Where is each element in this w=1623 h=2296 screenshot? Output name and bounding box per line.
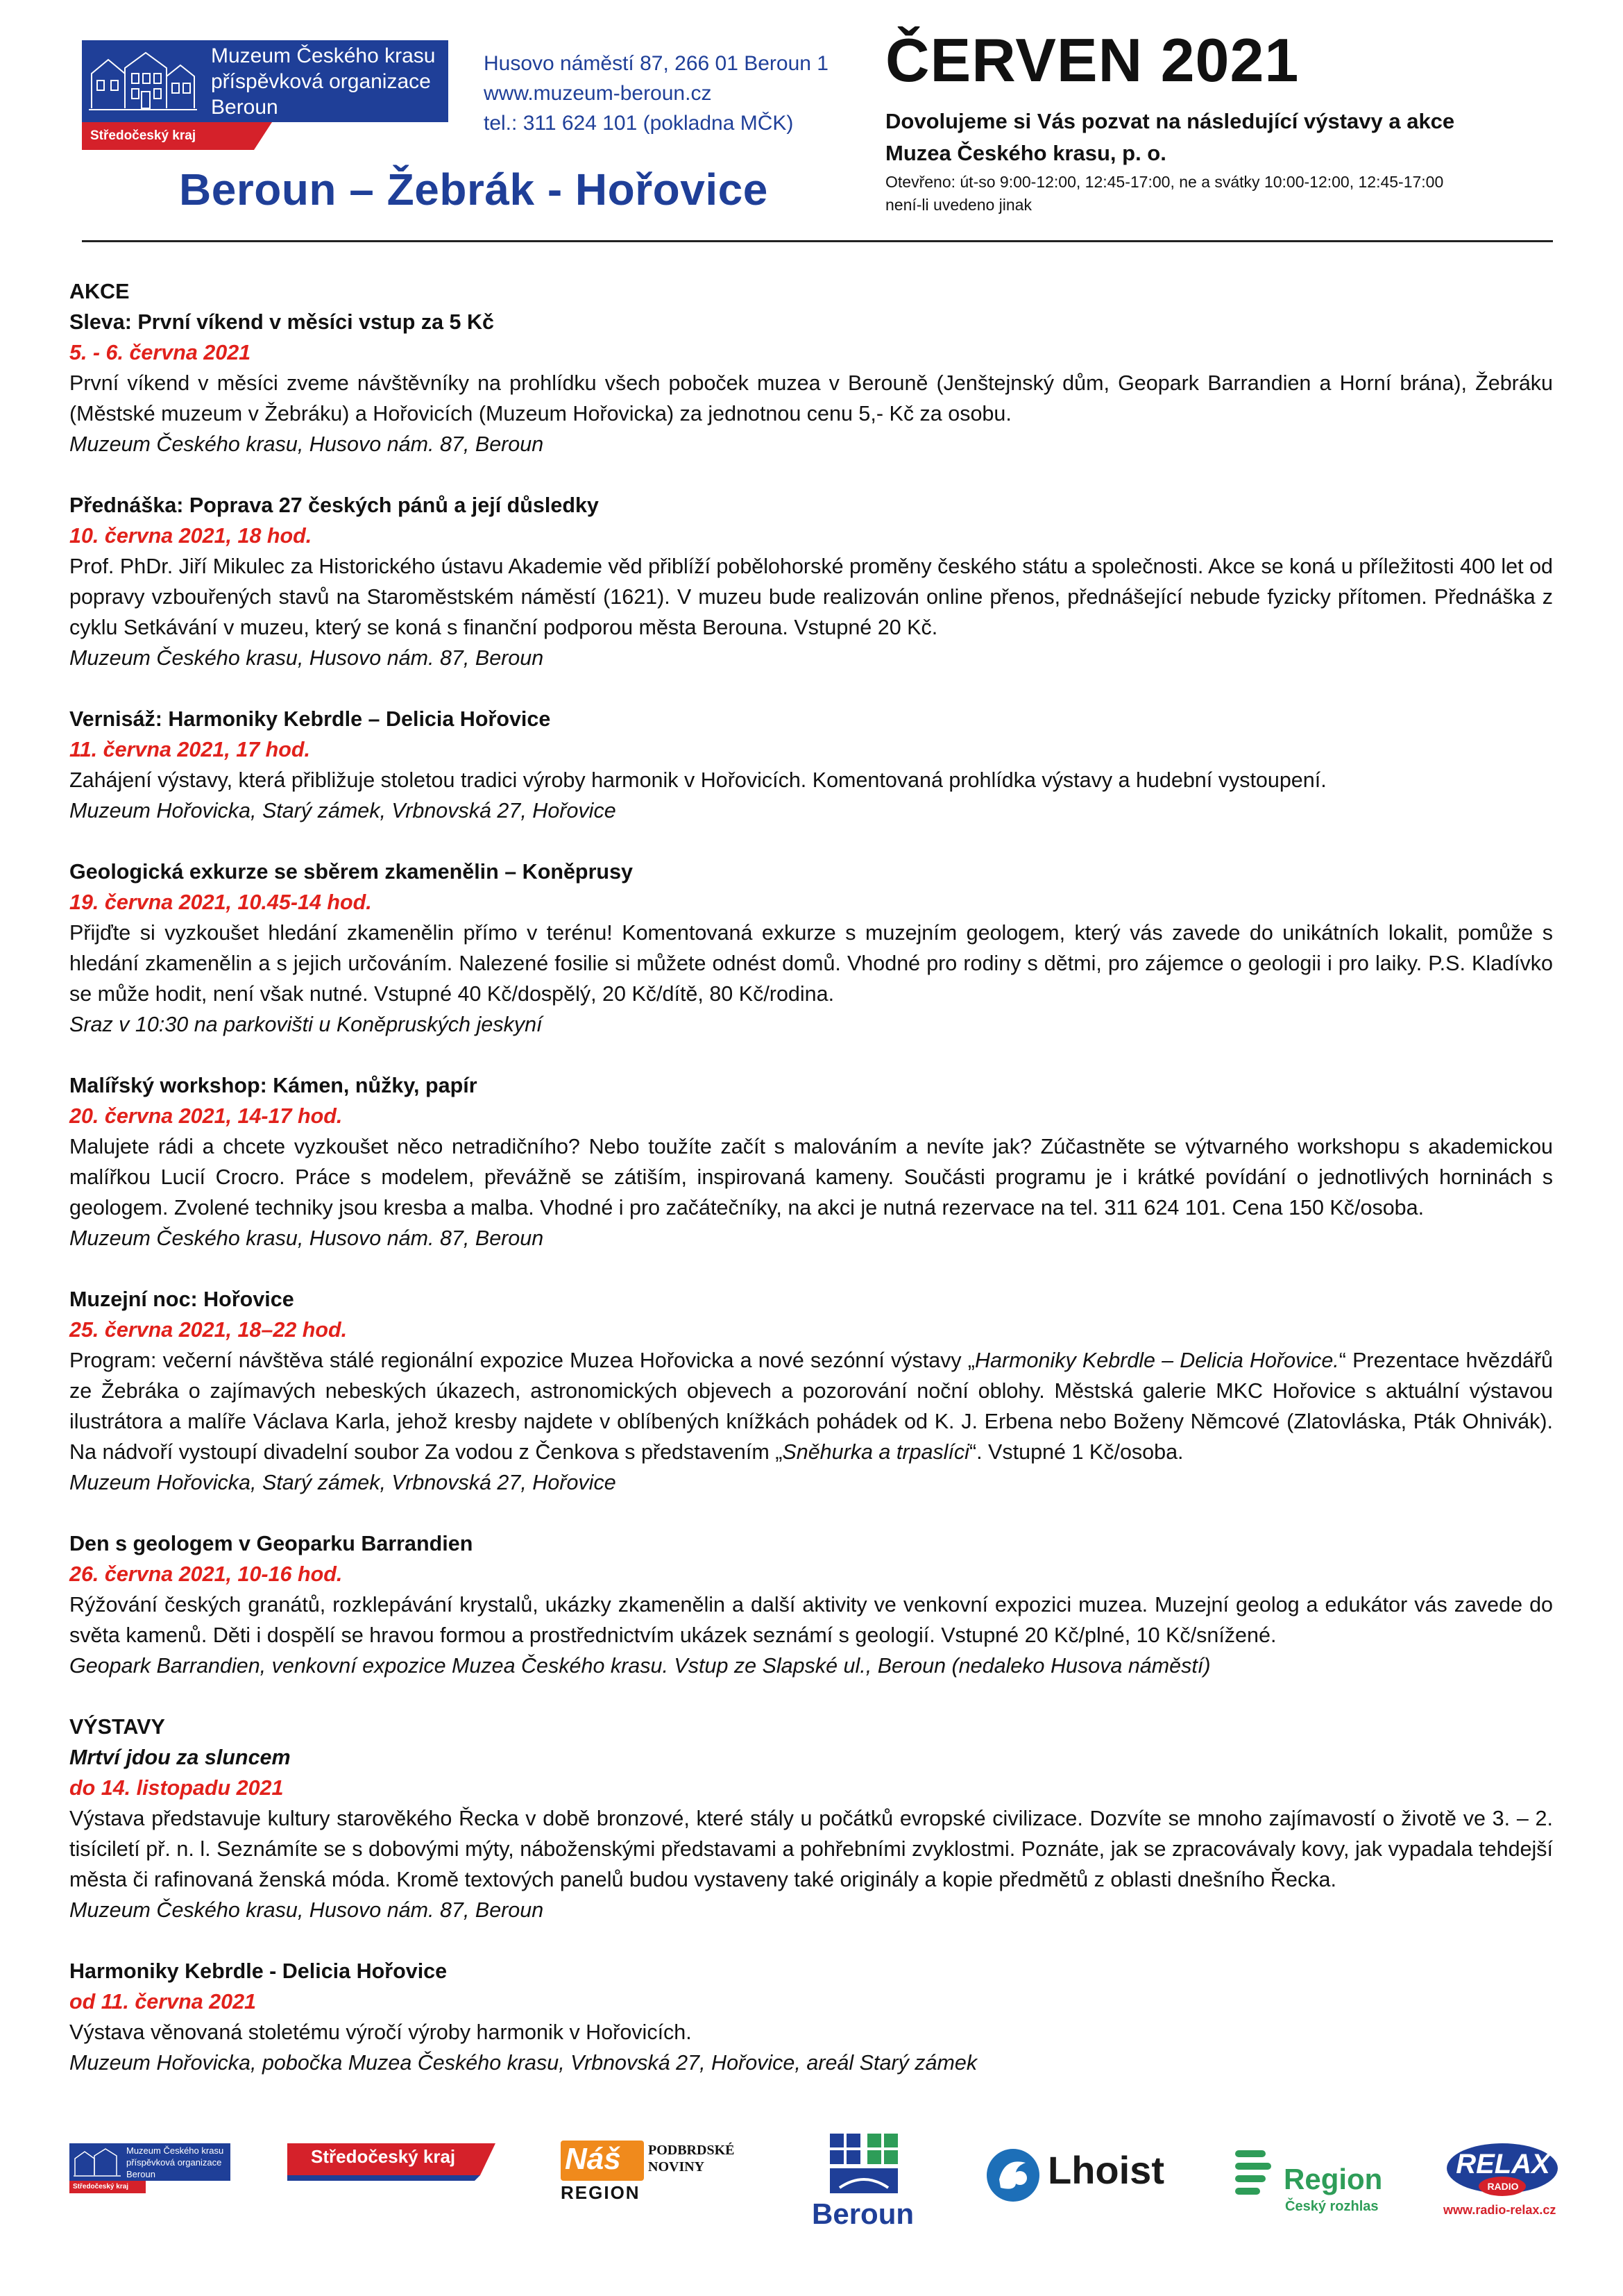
exhibition-date: od 11. června 2021 [69, 1990, 257, 2014]
relax-text: RELAX [1456, 2149, 1550, 2179]
event-title: Geologická exkurze se sběrem zkamenělin – Koněprusy [69, 860, 633, 884]
text-run: “. Vstupné 1 Kč/osoba. [969, 1440, 1184, 1464]
event-date: 25. června 2021, 18–22 hod. [69, 1318, 348, 1342]
event-location: Muzeum Českého krasu, Husovo nám. 87, Beroun [69, 1226, 544, 1250]
logo-line: Beroun [211, 96, 278, 119]
noviny-line: NOVINY [648, 2159, 705, 2175]
footer-museum-logo [69, 2143, 230, 2195]
building-sketch-icon [87, 46, 198, 117]
performance-name: Sněhurka a trpaslíci [782, 1440, 969, 1464]
footer-museum-logo-text [126, 2145, 223, 2180]
text-run: Program: večerní návštěva stálé regionální expozice Muzea Hořovicka a nové sezónní výstavy „ [69, 1349, 975, 1372]
event-description: Přijďte si vyzkoušet hledání zkamenělin přímo v terénu! Komentovaná exkurze s muzejním geologem, který vás zavede do unikátních lokalit, pomůže s hledání zkamenělin a s jejich určováním. Nalezené fosilie si můžete odnést domů. Vhodné pro rodiny s dětmi, pro zájemce o geologii i pro laiky. P.S. Kladívko se může hodit, není však nutné. Vstupné 40 Kč/dospělý, 20 Kč/dítě, 80 Kč/rodina. [69, 921, 1553, 1006]
nas-region-logo [561, 2141, 755, 2203]
logo-line: příspěvková organizace [211, 70, 431, 93]
cities-heading: Beroun – Žebrák - Hořovice [179, 164, 768, 214]
beroun-emblem-icon [826, 2134, 902, 2196]
lhoist-swirl-icon [984, 2143, 1046, 2206]
podbrdske-noviny [648, 2142, 734, 2175]
event-location: Geopark Barrandien, venkovní expozice Muzea Českého krasu. Vstup ze Slapské ul., Beroun (nedaleko Husova náměstí) [69, 1654, 1211, 1678]
opening-hours [885, 171, 1579, 217]
header-divider [82, 240, 1553, 242]
event-description: Zahájení výstavy, která přibližuje stoletou tradici výroby harmonik v Hořovicích. Komentovaná prohlídka výstavy a hudební vystoupení. [69, 768, 1327, 792]
section-heading-vystavy: VÝSTAVY [69, 1715, 165, 1739]
opening-line: Otevřeno: út-so 9:00-12:00, 12:45-17:00, ne a svátky 10:00-12:00, 12:45-17:00 [885, 173, 1444, 191]
event-title: Malířský workshop: Kámen, nůžky, papír [69, 1074, 477, 1097]
website-link[interactable]: www.muzeum-beroun.cz [484, 82, 712, 105]
invitation-text [885, 105, 1579, 169]
exhibition-date: do 14. listopadu 2021 [69, 1776, 284, 1800]
lhoist-logo [984, 2143, 1178, 2206]
event-location: Muzeum Hořovicka, Starý zámek, Vrbnovská 27, Hořovice [69, 1471, 616, 1494]
region-text: Region [1284, 2163, 1383, 2195]
event-location: Muzeum Hořovicka, Starý zámek, Vrbnovská 27, Hořovice [69, 799, 616, 822]
event-date: 10. června 2021, 18 hod. [69, 524, 312, 548]
event-item [69, 704, 1553, 826]
event-description: Malujete rádi a chcete vyzkoušet něco netradičního? Nebo toužíte začít s malováním a nevíte jak? Zúčastněte se výtvarného workshopu s akademickou malířkou Lucií Crocro. Práce s modelem, převážně se zátiším, inspirovaná kameny. Součásti programu je i krátké povídání o jednotlivých horninách s geologem. Zvolené techniky jsou kresba a malba. Vhodné i pro začátečníky, na akci je nutná rezervace na tel. 311 624 101. Cena 150 Kč/osoba. [69, 1135, 1553, 1219]
event-location: Sraz v 10:30 na parkovišti u Koněpruských jeskyní [69, 1013, 543, 1036]
event-description: První víkend v měsíci zveme návštěvníky na prohlídku všech poboček muzea v Berouně (Jenštejnský dům, Geopark Barrandien a Horní brána), Žebráku (Městské muzeum v Žebráku) a Hořovicích (Muzeum Hořovicka) za jednotnou cenu 5,- Kč za osobu. [69, 371, 1553, 425]
exhibition-title: Mrtví jdou za sluncem [69, 1746, 291, 1769]
logo-line: příspěvková organizace [126, 2157, 222, 2168]
exhibition-description: Výstava věnovaná stoletému výročí výroby harmonik v Hořovicích. [69, 2020, 692, 2044]
exhibition-title: Harmoniky Kebrdle - Delicia Hořovice [69, 1959, 448, 1983]
exhibition-description: Výstava představuje kultury starověkého Řecka v době bronzové, které stály u počátků evropské civilizace. Dozvíte se mnoho zajímavostí o životě ve 3. – 2. tisíciletí př. n. l. Seznámíte se s dobovými mýty, náboženskými představami a pohřebními zvyklostmi. Poznáte, jak se zpracovávaly kovy, jak vypadala tehdejší města či rafinovaná ženská móda. Kromě textových panelů budou vystaveny také originály a kopie předmětů z oblasti dnešního Řecka. [69, 1807, 1553, 1891]
event-item [69, 1070, 1553, 1253]
region-ribbon: Středočeský kraj [69, 2181, 146, 2193]
month-title: ČERVEN 2021 [885, 26, 1300, 94]
event-date: 5. - 6. června 2021 [69, 341, 251, 364]
region-ribbon-tail [254, 122, 272, 150]
event-title: Muzejní noc: Hořovice [69, 1288, 294, 1311]
lhoist-text: Lhoist [1048, 2148, 1164, 2192]
address-line: Husovo náměstí 87, 266 01 Beroun 1 [484, 52, 829, 75]
invitation-line: Dovolujeme si Vás pozvat na následující výstavy a akce [885, 109, 1455, 133]
exhibition-location: Muzeum Hořovicka, pobočka Muzea Českého krasu, Vrbnovská 27, Hořovice, areál Starý zámek [69, 2051, 978, 2075]
program-content [69, 276, 1553, 2109]
museum-logo [82, 40, 448, 157]
radio-relax-logo [1443, 2141, 1582, 2224]
event-title: Vernisáž: Harmoniky Kebrdle – Delicia Hořovice [69, 707, 551, 731]
event-item [69, 1528, 1553, 1681]
nas-mark: Náš [565, 2142, 621, 2176]
event-description: Prof. PhDr. Jiří Mikulec za Historického ústavu Akademie věd přiblíží pobělohorské proměny českého státu a společnosti. Akce se koná u příležitosti 400 let od popravy vzbouřených stavů na Staroměstském náměstí (1621). V muzeu bude realizován online přenos, přednášející nebude fyzicky přítomen. Přednáška z cyklu Setkávání v muzeu, který se koná s finanční podporou města Berouna. Vstupné 20 Kč. [69, 555, 1553, 639]
radio-text: RADIO [1487, 2181, 1519, 2192]
podbrdske-line: PODBRDSKÉ [648, 2143, 735, 2158]
event-date: 26. června 2021, 10-16 hod. [69, 1562, 343, 1586]
event-date: 20. června 2021, 14-17 hod. [69, 1104, 343, 1128]
event-description: Rýžování českých granátů, rozklepávání krystalů, ukázky zkamenělin a další aktivity ve venkovní expozici muzea. Muzejní geolog a edukátor vás zavede do světa kamenů. Děti i dospělí se hravou formou a prostřednictvím ukázek seznámí s geologií. Vstupné 20 Kč/plné, 10 Kč/snížené. [69, 1593, 1553, 1647]
museum-logo-text [211, 43, 435, 120]
rozhlas-wave-icon [1232, 2146, 1274, 2202]
region-rozhlas-logo [1232, 2146, 1399, 2222]
event-item [69, 490, 1553, 673]
beroun-city-logo [805, 2134, 930, 2231]
region-word: REGION [561, 2182, 640, 2203]
event-location: Muzeum Českého krasu, Husovo nám. 87, Beroun [69, 432, 544, 456]
event-item [69, 1284, 1553, 1498]
logo-line: Muzeum Českého krasu [126, 2145, 224, 2156]
event-title: Přednáška: Poprava 27 českých pánů a její důsledky [69, 493, 599, 517]
text-run: “ Prezentace hvězdářů ze Žebráka o zajímavých nebeských úkazech, astronomických objevech a pozorování noční oblohy. Městská galerie MKC Hořovice s aktuální výstavou ilustrátora a malíře Václava Karla, jehož kresby najdete v oblíbených knížkách pohádek od K. J. Erbena nebo Boženy Němcové (Zlatovláska, Pták Ohnivák). Na nádvoří vystoupí divadelní soubor Za vodou z Čenkova s představením „ [69, 1349, 1553, 1464]
event-date: 11. června 2021, 17 hod. [69, 738, 310, 761]
exhibition-name: Harmoniky Kebrdle – Delicia Hořovice. [974, 1349, 1339, 1372]
exhibition-item [69, 1742, 1553, 1925]
event-date: 19. června 2021, 10.45-14 hod. [69, 890, 372, 914]
section-heading-akce: AKCE [69, 280, 130, 303]
logo-line: Muzeum Českého krasu [211, 44, 436, 67]
beroun-text: Beroun [812, 2197, 914, 2230]
event-title: Den s geologem v Geoparku Barrandien [69, 1532, 473, 1555]
event-item [69, 307, 1553, 459]
cesky-rozhlas-text: Český rozhlas [1285, 2199, 1379, 2214]
event-title: Sleva: První víkend v měsíci vstup za 5 Kč [69, 310, 494, 334]
building-sketch-icon [72, 2146, 122, 2178]
exhibition-location: Muzeum Českého krasu, Husovo nám. 87, Beroun [69, 1898, 544, 1922]
event-location: Muzeum Českého krasu, Husovo nám. 87, Beroun [69, 646, 544, 670]
region-ribbon: Středočeský kraj [82, 122, 254, 150]
exhibition-item [69, 1956, 1553, 2078]
partner-logos [0, 2124, 1623, 2284]
event-description [69, 1345, 1553, 1467]
logo-line: Beroun [126, 2169, 155, 2179]
event-item [69, 856, 1553, 1040]
address-block [484, 49, 829, 138]
opening-line: není-li uvedeno jinak [885, 196, 1032, 214]
phone-line: tel.: 311 624 101 (pokladna MČK) [484, 112, 794, 135]
stredocesky-kraj-logo [287, 2143, 495, 2184]
invitation-line: Muzea Českého krasu, p. o. [885, 141, 1166, 165]
relax-url[interactable]: www.radio-relax.cz [1443, 2203, 1556, 2217]
stredocesky-kraj-text: Středočeský kraj [311, 2146, 456, 2167]
